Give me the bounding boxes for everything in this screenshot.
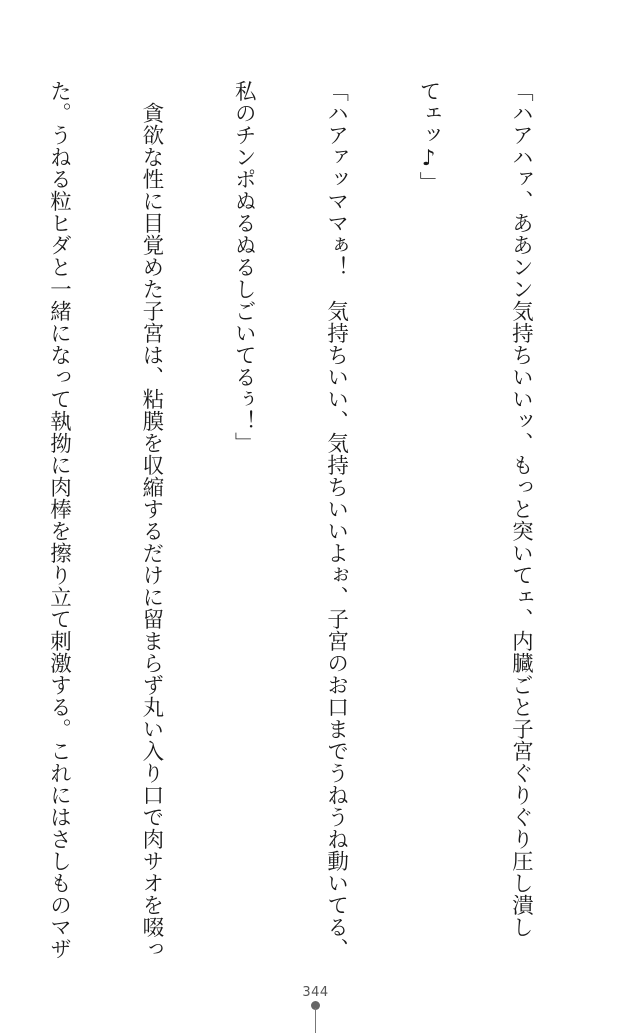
text-line: てェッ♪」: [416, 80, 442, 194]
vertical-text-block: [0, 80, 597, 960]
page-number: 344: [302, 985, 329, 1000]
folio-rule: [315, 1008, 316, 1033]
text-line: 「ハアハァ、ああンン気持ちいいッ、もっと突いてェ、内臓ごと子宮ぐりぐり圧し潰し: [508, 80, 534, 938]
text-line: 私のチンポぬるぬるしごいてるぅ！」: [231, 80, 257, 454]
text-line: た。うねる粒ヒダと一緒になって執拗に肉棒を擦り立て刺激する。これにはさしものマザ: [46, 80, 72, 960]
text-line: 「ハアァッママぁ！ 気持ちいい、気持ちいいよぉ、子宮のお口までうねうね動いてる、: [323, 80, 349, 960]
text-line: 貪欲な性に目覚めた子宮は、粘膜を収縮するだけに留まらず丸い入り口で肉サオを啜っ: [138, 80, 164, 960]
